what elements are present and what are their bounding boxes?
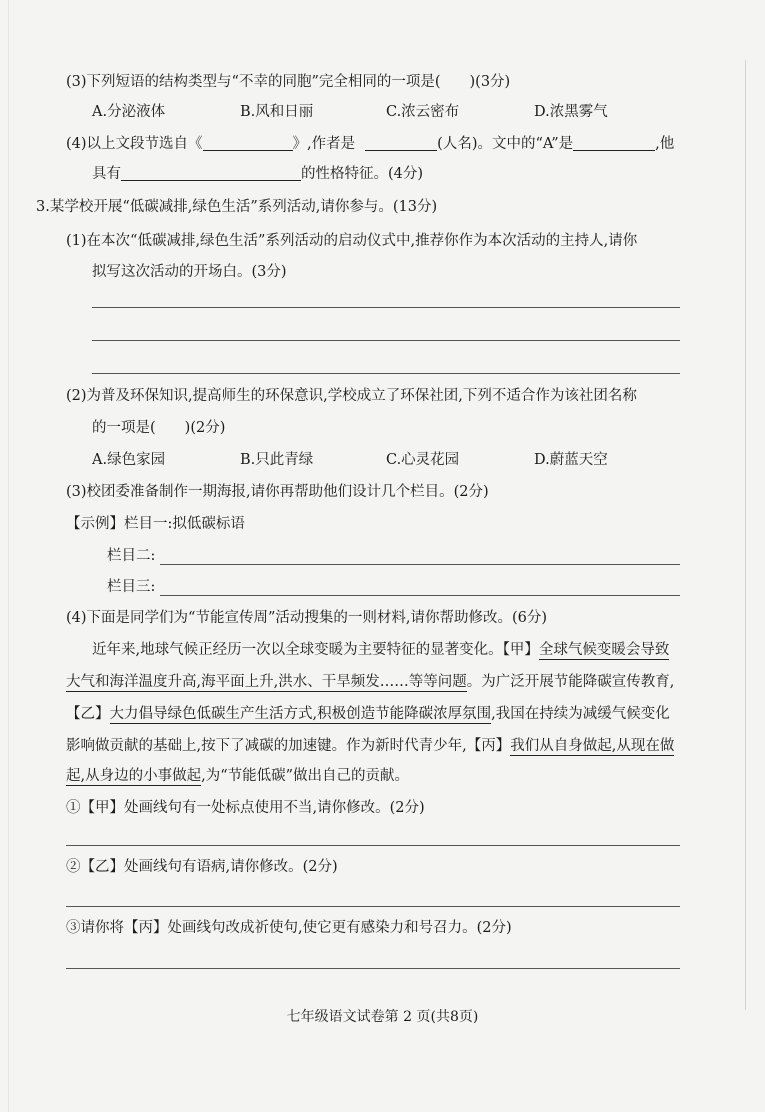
- bing-underline-2: 起,从身边的小事做起: [66, 768, 202, 784]
- answer-line: [92, 307, 680, 308]
- q2-3-option-c: C.浓云密布: [386, 104, 460, 120]
- material-4a: 影响做贡献的基础上,按下了减碳的加速键。作为新时代青少年,【丙】: [66, 738, 511, 754]
- material-2b: 。为广泛开展节能降碳宣传教育,: [466, 674, 675, 690]
- material-line1: [92, 640, 669, 660]
- q2-4-part2: 》,作者是: [292, 136, 356, 152]
- q3-3-col2: 栏目二:: [107, 548, 156, 564]
- q3-4-task1: ①【甲】处画线句有一处标点使用不当,请你修改。(2分): [66, 800, 425, 816]
- jia-underline-1: 全球气候变暖会导致: [538, 642, 670, 658]
- book-title-blank: [203, 150, 293, 151]
- task1-answer-line: [66, 845, 680, 846]
- q3-4-task3: ③请你将【丙】处画线句改成祈使句,使它更有感染力和号召力。(2分): [66, 920, 512, 936]
- material-5b: ,为“节能低碳”做出自己的贡献。: [201, 768, 410, 784]
- q3-4-stem: (4)下面是同学们为“节能宣传周”活动搜集的一则材料,请你帮助修改。(6分): [66, 610, 548, 626]
- q3-2-option-c: C.心灵花园: [386, 452, 460, 468]
- q3-3-stem: (3)校团委准备制作一期海报,请你再帮助他们设计几个栏目。(2分): [66, 484, 489, 500]
- material-1a: 近年来,地球气候正经历一次以全球变暖为主要特征的显著变化。【甲】: [92, 642, 539, 658]
- q3-title: 3.某学校开展“低碳减排,绿色生活”系列活动,请你参与。(13分): [36, 199, 438, 215]
- q3-1-line1: (1)在本次“低碳减排,绿色生活”系列活动的启动仪式中,推荐你作为本次活动的主持人,请你: [66, 233, 638, 249]
- q2-4-part1: (4)以上文段节选自《: [66, 136, 203, 152]
- material-line2: [66, 672, 674, 692]
- q3-4-task2: ②【乙】处画线句有语病,请你修改。(2分): [66, 859, 338, 875]
- material-3a: 【乙】: [66, 706, 110, 722]
- q2-4-line1: [66, 134, 674, 154]
- material-3c: ,我国在持续为减缓气候变化: [491, 706, 670, 722]
- q2-4-part4: ,他: [655, 136, 675, 152]
- scan-noise: [8, 0, 9, 1112]
- q2-3-stem: (3)下列短语的结构类型与“不幸的同胞”完全相同的一项是( )(3分): [66, 74, 511, 90]
- q2-4-line2-a: 具有: [92, 166, 121, 182]
- task3-answer-line: [66, 968, 680, 969]
- q3-2-line1: (2)为普及环保知识,提高师生的环保意识,学校成立了环保社团,下列不适合作为该社团名称: [66, 388, 637, 404]
- q3-1-line2: 拟写这次活动的开场白。(3分): [92, 264, 287, 280]
- q3-2-option-b: B.只此青绿: [240, 452, 314, 468]
- q2-4-line2-b: 的性格特征。(4分): [301, 166, 424, 182]
- answer-line: [92, 373, 680, 374]
- q3-3-example: 【示例】栏目一:拟低碳标语: [66, 516, 245, 532]
- q2-3-option-d: D.浓黑雾气: [534, 104, 608, 120]
- jia-underline-2: 大气和海洋温度升高,海平面上升,洪水、干旱频发……等等问题: [66, 674, 467, 690]
- q3-2-option-d: D.蔚蓝天空: [534, 452, 608, 468]
- page-footer: 七年级语文试卷第 2 页(共8页): [286, 1009, 479, 1025]
- q2-4-part3: (人名)。文中的“A”是: [437, 136, 574, 152]
- bing-underline-1: 我们从自身做起,从现在做: [510, 738, 675, 754]
- q3-2-line2: 的一项是( )(2分): [92, 420, 226, 436]
- q3-2-option-a: A.绿色家园: [92, 452, 166, 468]
- q3-3-col3: 栏目三:: [107, 579, 156, 595]
- character-blank: [573, 150, 655, 151]
- column3-line: [160, 595, 680, 596]
- material-line4: [66, 736, 674, 756]
- author-blank: [365, 150, 437, 151]
- q2-4-line2: [92, 164, 423, 184]
- column2-line: [160, 564, 680, 565]
- q2-3-option-b: B.风和日丽: [240, 104, 314, 120]
- answer-line: [92, 340, 680, 341]
- task2-answer-line: [66, 906, 680, 907]
- q2-3-option-a: A.分泌液体: [92, 104, 166, 120]
- yi-underline: 大力倡导绿色低碳生产生活方式,积极创造节能降碳浓厚氛围: [109, 706, 492, 722]
- material-line5: [66, 766, 409, 786]
- scan-noise: [745, 60, 746, 1010]
- trait-blank: [121, 180, 301, 181]
- material-line3: [66, 704, 670, 724]
